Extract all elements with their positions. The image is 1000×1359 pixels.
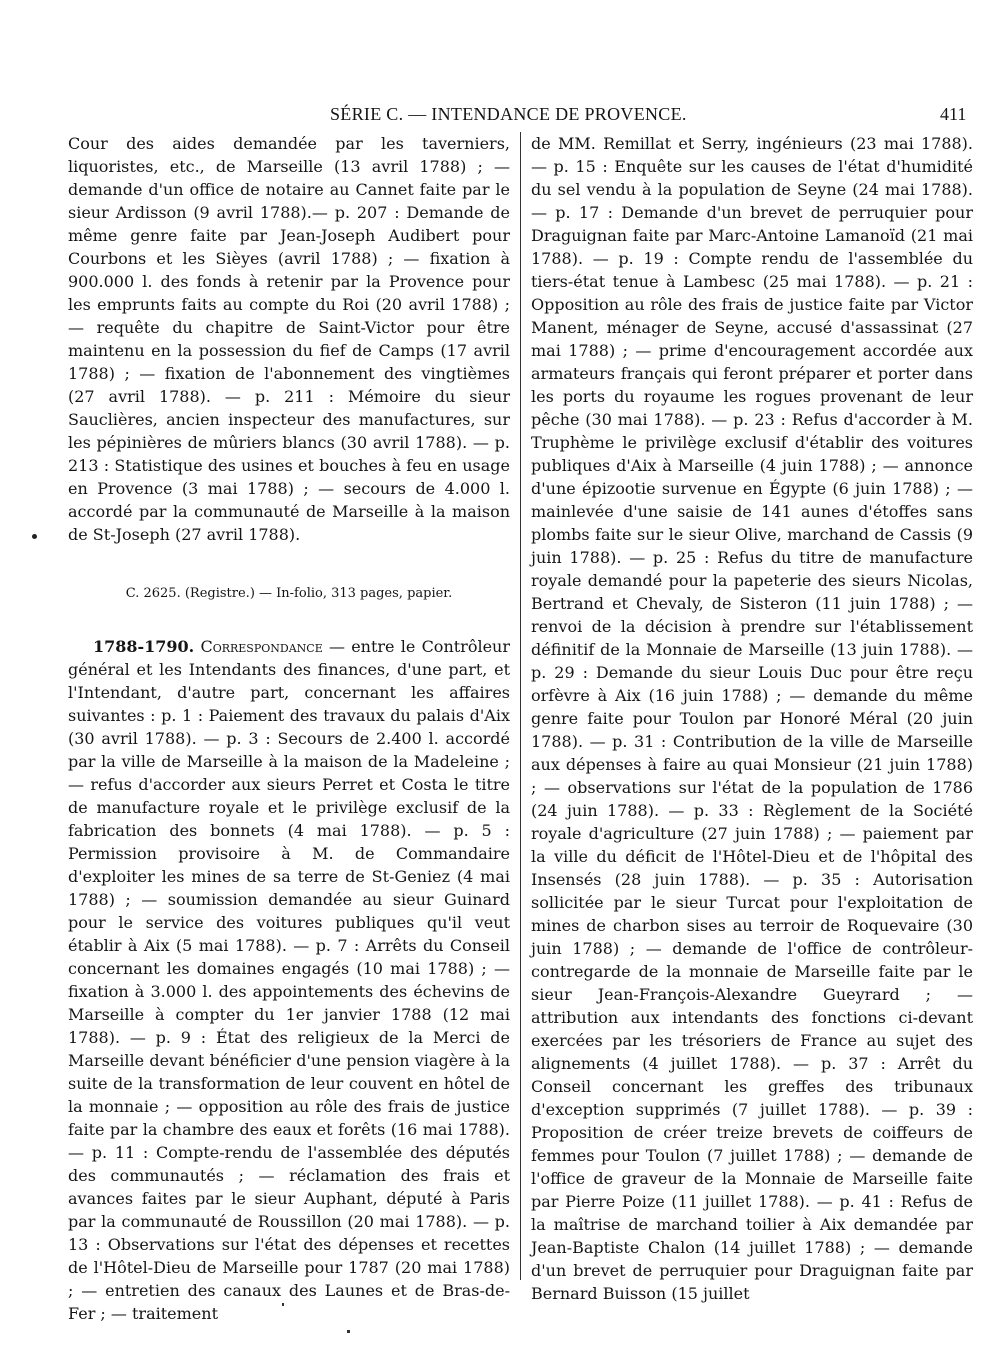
entry-paragraph xyxy=(68,635,510,1325)
running-title: SÉRIE C. — INTENDANCE DE PROVENCE. xyxy=(330,104,687,124)
left-column xyxy=(68,132,510,1325)
column-divider xyxy=(520,132,521,1280)
entry-date: 1788-1790. xyxy=(92,637,195,656)
marginal-ink-dot xyxy=(32,534,37,539)
right-paragraph: de MM. Remillat et Serry, ingénieurs (23 mai 1788). — p. 15 : Enquête sur les causes de l'état d'humidité du sel vendu à la population de Seyne (24 mai 1788). — p. 17 : Demande d'un brevet de perruquier pour Draguignan faite par Marc-Antoine Lamanoïd (21 mai 1788). — p. 19 : Compte rendu de l'assemblée du tiers-état tenue à Lambesc (25 mai 1788). — p. 21 : Opposition au rôle des frais de justice faite par Victor Manent, ménager de Seyne, accusé d'assassinat (27 mai 1788) ; — prime d'encouragement accordée aux armateurs français qui feront préparer et porter dans les ports du royaume les rogues provenant de leur pêche (30 mai 1788). — p. 23 : Refus d'accorder à M. Truphème le privilège exclusif d'établir des voitures publiques d'Aix à Marseille (4 juin 1788) ; — annonce d'une épizootie survenue en Égypte (6 juin 1788) ; — mainlevée d'une saisie de 141 aunes d'étoffes sans plombs faite sur le sieur Olive, marchand de Cassis (9 juin 1788). — p. 25 : Refus du titre de manufacture royale demandé pour la papeterie des sieurs Nicolas, Bertrand et Chevaly, de Sisteron (11 juin 1788) ; — renvoi de la décision à prendre sur l'établissement définitif de la Monnaie de Marseille (13 juin 1788). — p. 29 : Demande du sieur Louis Duc pour être reçu orfèvre à Aix (16 juin 1788) ; — demande du même genre faite pour Toulon par Honoré Méral (20 juin 1788). — p. 31 : Contribution de la ville de Marseille aux dépenses à faire au quai Monsieur (21 juin 1788) ; — observations sur l'état de la population de 1786 (24 juin 1788). — p. 33 : Règlement de la Société royale d'agriculture (27 juin 1788) ; — paiement par la ville du déficit de l'Hôtel-Dieu et de l'hôpital des Insensés (28 juin 1788). — p. 35 : Autorisation sollicitée par le sieur Turcat pour l'exploitation de mines de charbon sises au terroir de Roquevaire (30 juin 1788) ; — demande de l'office de contrôleur-contregarde de la monnaie de Marseille faite par le sieur Jean-François-Alexandre Gueyrard ; — attribution aux intendants des fonctions ci-devant exercées par les trésoriers de France au sujet des alignements (4 juillet 1788). — p. 37 : Arrêt du Conseil concernant les greffes des tribunaux d'exception supprimés (7 juillet 1788). — p. 39 : Proposition de créer treize brevets de coiffeurs de femmes pour Toulon (7 juillet 1788) ; — demande de l'office de graveur de la Monnaie de Marseille faite par Pierre Poize (11 juillet 1788). — p. 41 : Refus de la maîtrise de marchand toilier à Aix demandée par Jean-Baptiste Chalon (14 juillet 1788) ; — demande d'un brevet de perruquier pour Draguignan faite par Bernard Buisson (15 juillet xyxy=(531,134,973,1303)
page-number: 411 xyxy=(940,104,967,124)
stray-ink-mark xyxy=(347,1330,350,1333)
right-column xyxy=(531,132,973,1305)
archive-caption: C. 2625. (Registre.) — In-folio, 313 pages, papier. xyxy=(125,586,453,601)
left-intro-paragraph: Cour des aides demandée par les taverniers, liquoristes, etc., de Marseille (13 avril 1788) ; — demande d'un office de notaire au Cannet faite par le sieur Ardisson (9 avril 1788).— p. 207 : Demande de même genre faite par Jean-Joseph Audibert pour Courbons et les Sièyes (avril 1788) ; — fixation à 900.000 l. des fonds à retenir par la Provence pour les emprunts faits au compte du Roi (20 avril 1788) ; — requête du chapitre de Saint-Victor pour être maintenu en la possession du fief de Camps (17 avril 1788) ; — fixation de l'abonnement des vingtièmes (27 avril 1788). — p. 211 : Mémoire du sieur Sauclières, ancien inspecteur des manufactures, sur les pépinières de mûriers blancs (30 avril 1788). — p. 213 : Statistique des usines et bouches à feu en usage en Provence (3 mai 1788) ; — secours de 4.000 l. accordé par la communauté de Marseille à la maison de St-Joseph (27 avril 1788). xyxy=(68,134,510,544)
stray-ink-mark xyxy=(282,1303,284,1306)
entry-title: Correspondance xyxy=(200,637,323,656)
entry-text: — entre le Contrôleur général et les Intendants des finances, d'une part, et l'Intendant, d'autre part, concernant les affaires suivantes : p. 1 : Paiement des travaux du palais d'Aix (30 avril 1788). — p. 3 : Secours de 2.400 l. accordé par la ville de Marseille à la maison de la Madeleine ; — refus d'accorder aux sieurs Perret et Costa le titre de manufacture royale et le privilège exclusif de la fabrication des bonnets (4 mai 1788). — p. 5 : Permission provisoire à M. de Commandaire d'exploiter les mines de sa terre de St-Geniez (4 mai 1788) ; — soumission demandée au sieur Guinard pour le service des voitures publiques qu'il veut établir à Aix (5 mai 1788). — p. 7 : Arrêts du Conseil concernant les domaines engagés (10 mai 1788) ; — fixation à 3.000 l. des appointements des échevins de Marseille à compter du 1er janvier 1788 (12 mai 1788). — p. 9 : État des religieux de la Merci de Marseille devant bénéficier d'une pension viagère à la suite de la transformation de leur couvent en hôtel de la monnaie ; — opposition au rôle des frais de justice faite par la chambre des eaux et forêts (16 mai 1788). — p. 11 : Compte-rendu de l'assemblée des députés des communautés ; — réclamation des frais et avances faites par le sieur Auphant, député à Paris par la communauté de Roussillon (20 mai 1788). — p. 13 : Observations sur l'état des dépenses et recettes de l'Hôtel-Dieu de Marseille pour 1787 (20 mai 1788) ; — entretien des canaux des Launes et de Bras-de-Fer ; — traitement xyxy=(68,637,510,1323)
